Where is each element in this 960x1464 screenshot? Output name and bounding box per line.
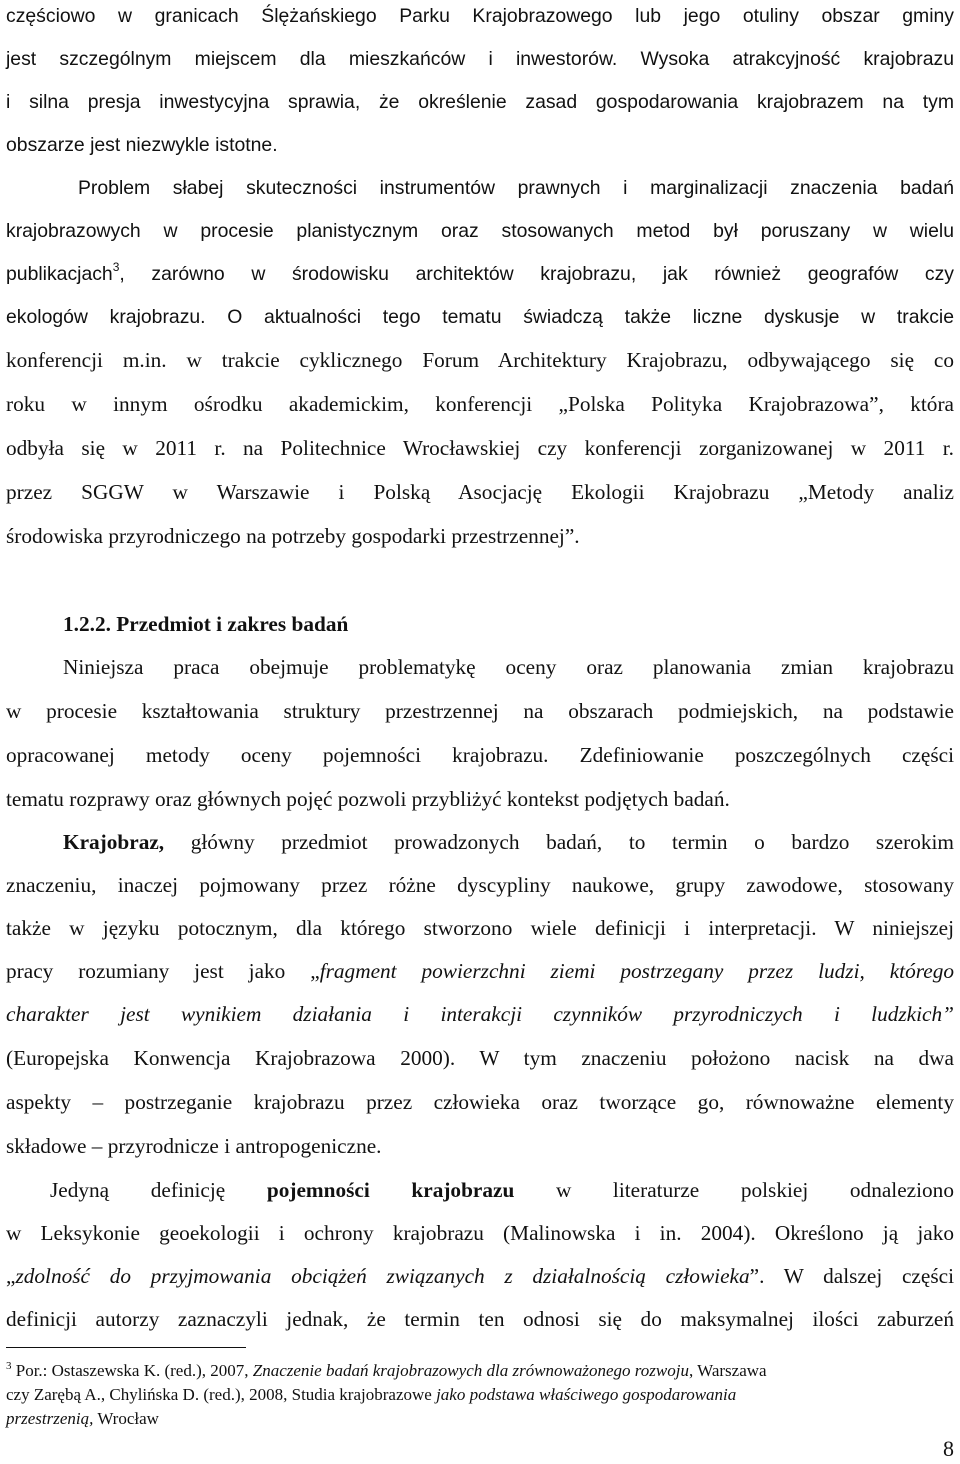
text-line: środowiska przyrodniczego na potrzeby gospodarki przestrzennej”. [6,524,580,548]
text-line: tematu rozprawy oraz głównych pojęć pozwoli przybliżyć kontekst podjętych badań. [6,787,730,811]
footnote-separator [6,1347,246,1348]
text-run: Wrocław [93,1409,159,1428]
footnote-mark: 3 [6,1360,12,1372]
text-line: aspekty – postrzeganie krajobrazu przez człowieka oraz tworzące go, równoważne elementy [6,1090,954,1114]
text-run: czy Zarębą A., Chylińska D. (red.), 2008, Studia krajobrazowe [6,1385,437,1404]
italic-title: jako podstawa właściwego gospodarowania [436,1385,737,1404]
text-line [6,260,954,288]
text-run: publikacjach [6,263,113,285]
italic-quote: zdolność do przyjmowania obciążeń związanych z działalnością człowieka [15,1264,750,1288]
text-run: , zarówno w środowisku architektów krajobrazu, jak również geografów czy [119,263,954,285]
paragraph-first-line [50,1176,954,1204]
italic-quote-line: charakter jest wynikiem działania i interakcji czynników przyrodniczych i ludzkich” [6,1002,954,1026]
italic-quote: fragment powierzchni ziemi postrzegany przez ludzi, którego [319,959,954,983]
section-heading: 1.2.2. Przedmiot i zakres badań [63,612,349,636]
text-line [6,1262,954,1290]
text-line [6,957,954,985]
text-run: w literaturze polskiej odnaleziono [514,1178,954,1202]
footnote-reference: 3 [112,260,120,274]
text-line: krajobrazowych w procesie planistycznym oraz stosowanych metod był poruszany w wielu [6,220,954,242]
italic-title: przestrzenią, [6,1409,94,1428]
paragraph-first-line: Problem słabej skuteczności instrumentów prawnych i marginalizacji znaczenia badań [78,177,954,199]
text-line: i silna presja inwestycyjna sprawia, że określenie zasad gospodarowania krajobrazem na tym [6,91,954,113]
text-line: przez SGGW w Warszawie i Polską Asocjację Ekologii Krajobrazu „Metody analiz [6,480,954,504]
text-run: Por.: Ostaszewska K. (red.), 2007, [11,1361,253,1380]
text-line: konferencji m.in. w trakcie cyklicznego Forum Architektury Krajobrazu, odbywającego się co [6,348,954,372]
footnote-line [6,1384,956,1406]
footnote-line [6,1408,956,1430]
text-run: Jedyną definicję [50,1178,267,1202]
text-line: definicji autorzy zaznaczyli jednak, że termin ten odnosi się do maksymalnej ilości zaburzeń [6,1307,954,1331]
text-run: , Warszawa [688,1361,767,1380]
text-line: ekologów krajobrazu. O aktualności tego tematu świadczą także liczne dyskusje w trakcie [6,306,954,328]
paragraph-first-line: Niniejsza praca obejmuje problematykę oceny oraz planowania zmian krajobrazu [63,655,954,679]
text-line: znaczeniu, inaczej pojmowany przez różne dyscypliny naukowe, grupy zawodowe, stosowany [6,873,954,897]
text-line: (Europejska Konwencja Krajobrazowa 2000). W tym znaczeniu położono nacisk na dwa [6,1046,954,1070]
italic-title: Znaczenie badań krajobrazowych dla zrównoważonego rozwoju [252,1361,689,1380]
text-line: jest szczególnym miejscem dla mieszkańców i inwestorów. Wysoka atrakcyjność krajobrazu [6,48,954,70]
text-run: ”. W dalszej części [749,1264,954,1288]
bold-term: pojemności krajobrazu [266,1178,515,1202]
text-line: odbyła się w 2011 r. na Politechnice Wrocławskiej czy konferencji zorganizowanej w 2011 r. [6,436,954,460]
text-run: „ [6,1264,16,1288]
paragraph-first-line [63,828,954,856]
text-line: także w języku potocznym, dla którego stworzono wiele definicji i interpretacji. W niniejszej [6,916,954,940]
text-line: w Leksykonie geoekologii i ochrony krajobrazu (Malinowska i in. 2004). Określono ją jako [6,1221,954,1245]
text-line: w procesie kształtowania struktury przestrzennej na obszarach podmiejskich, na podstawie [6,699,954,723]
text-run: pracy rozumiany jest jako „ [6,959,320,983]
text-line: obszarze jest niezwykle istotne. [6,134,278,156]
footnote-line [6,1360,956,1382]
text-run: główny przedmiot prowadzonych badań, to termin o bardzo szerokim [164,830,954,854]
page-number: 8 [943,1436,954,1461]
text-line: częściowo w granicach Ślężańskiego Parku Krajobrazowego lub jego otuliny obszar gminy [6,5,954,27]
text-line: składowe – przyrodnicze i antropogeniczne. [6,1134,382,1158]
text-line: roku w innym ośrodku akademickim, konferencji „Polska Polityka Krajobrazowa”, która [6,392,954,416]
text-line: opracowanej metody oceny pojemności krajobrazu. Zdefiniowanie poszczególnych części [6,743,954,767]
bold-term: Krajobraz, [63,830,165,854]
